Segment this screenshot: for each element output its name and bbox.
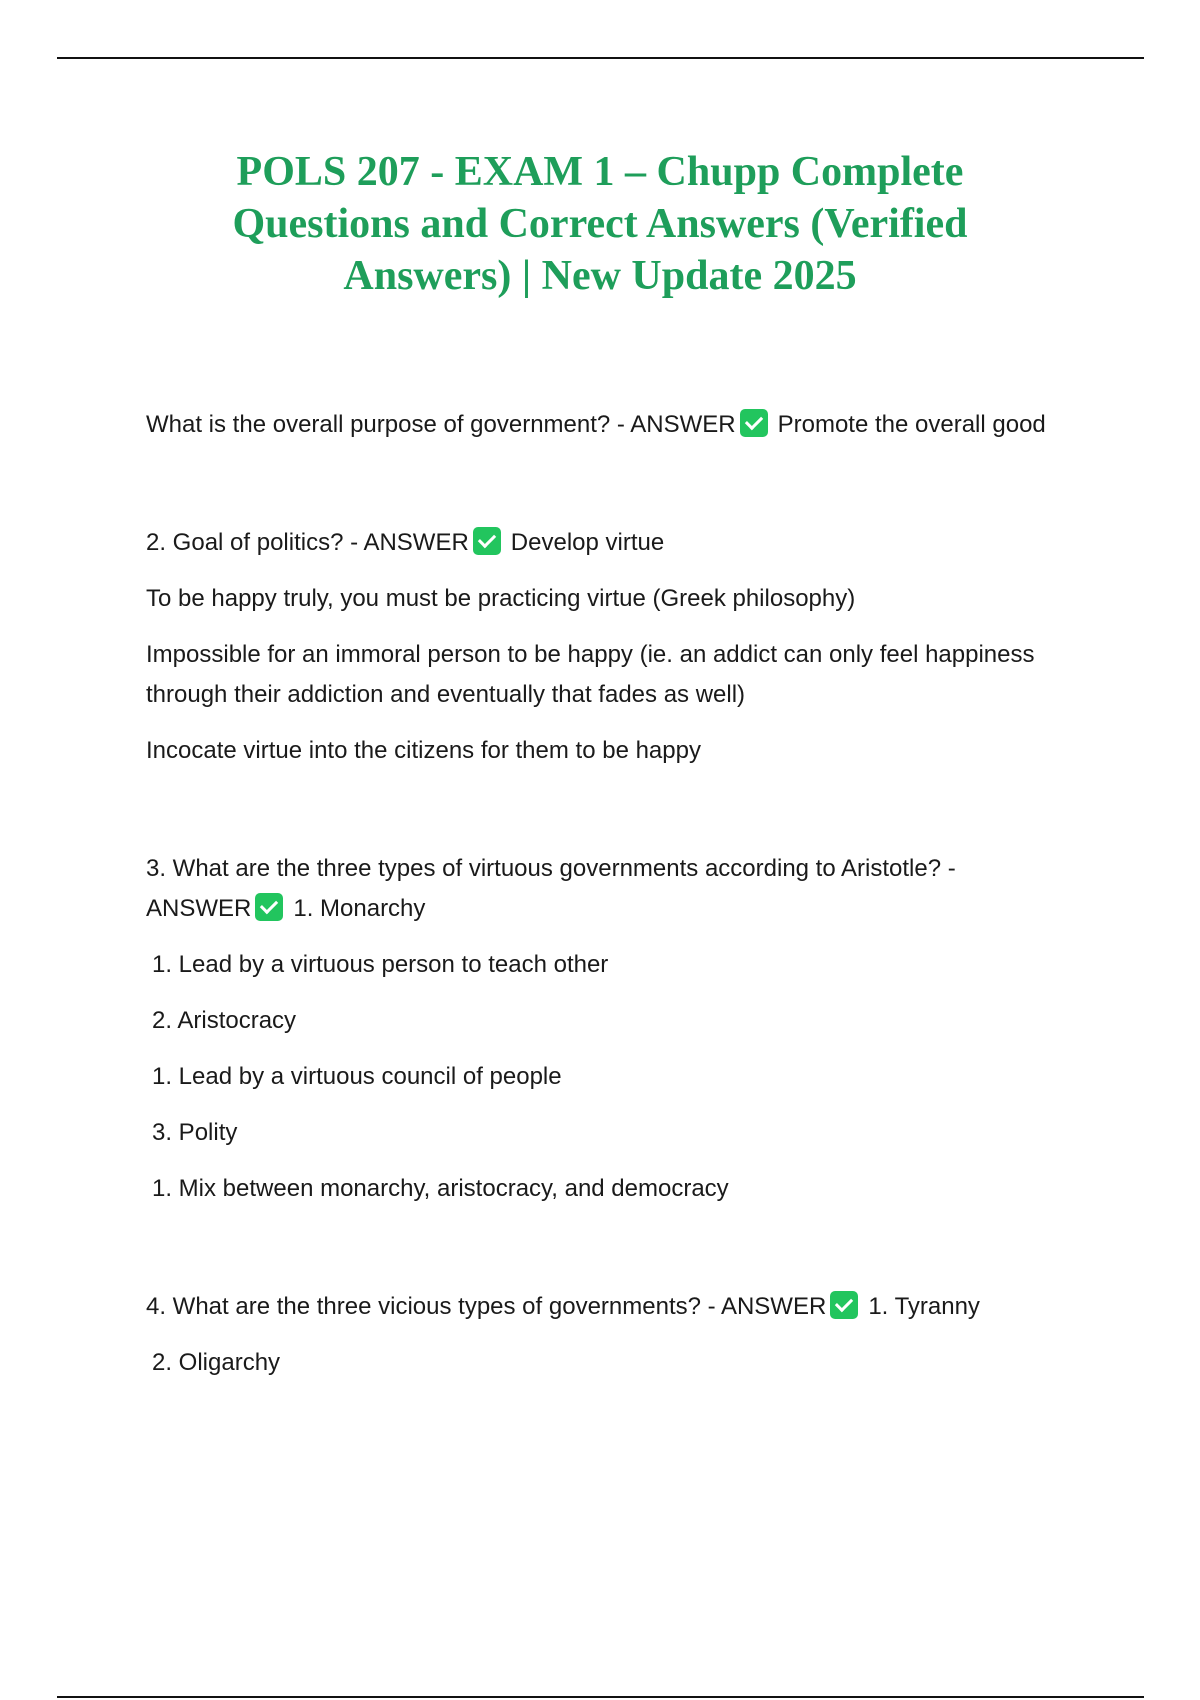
detail-line: Incocate virtue into the citizens for them to be happy (146, 737, 701, 764)
answer-label: - ANSWER (146, 855, 956, 922)
detail-line: Impossible for an immoral person to be happy (ie. an addict can only feel happiness through their addiction and eventually that fades as well) (146, 641, 1035, 708)
answer-label: - ANSWER (616, 411, 736, 438)
detail-line: 1. Mix between monarchy, aristocracy, and democracy (152, 1175, 729, 1202)
answer-label: - ANSWER (350, 529, 469, 556)
check-box-icon (255, 893, 283, 921)
top-rule (57, 57, 1144, 59)
qa-item-1 (146, 405, 1066, 445)
detail-line: 3. Polity (152, 1119, 238, 1146)
answer-text: Develop virtue (510, 529, 665, 556)
question-line (146, 849, 1066, 929)
check-box-icon (473, 527, 501, 555)
question-line (146, 523, 1066, 563)
qa-item-3 (146, 849, 1066, 1209)
qa-item-2 (146, 523, 1066, 771)
question-text: 4. What are the three vicious types of governments? (146, 1293, 701, 1320)
detail-line: 2. Oligarchy (152, 1349, 281, 1376)
detail-line: 2. Aristocracy (152, 1007, 297, 1034)
document-body (146, 405, 1066, 1399)
question-text: What is the overall purpose of government? (146, 411, 611, 438)
answer-text: 1. Monarchy (293, 895, 426, 922)
document-title: POLS 207 - EXAM 1 – Chupp Complete Questions and Correct Answers (Verified Answers) | New Update 2025 (232, 149, 968, 299)
detail-line: To be happy truly, you must be practicing virtue (Greek philosophy) (146, 585, 856, 612)
qa-item-4 (146, 1287, 1066, 1383)
question-text: 2. Goal of politics? (146, 529, 344, 556)
check-box-icon (830, 1291, 858, 1319)
answer-text: Promote the overall good (777, 411, 1046, 438)
answer-text: 1. Tyranny (868, 1293, 980, 1320)
answer-label: - ANSWER (707, 1293, 827, 1320)
question-line (146, 1287, 1066, 1327)
question-text: 3. What are the three types of virtuous governments according to Aristotle? (146, 855, 942, 882)
detail-line: 1. Lead by a virtuous person to teach other (152, 951, 609, 978)
check-box-icon (740, 409, 768, 437)
bottom-rule (57, 1696, 1144, 1698)
detail-line: 1. Lead by a virtuous council of people (152, 1063, 562, 1090)
question-line (146, 405, 1066, 445)
